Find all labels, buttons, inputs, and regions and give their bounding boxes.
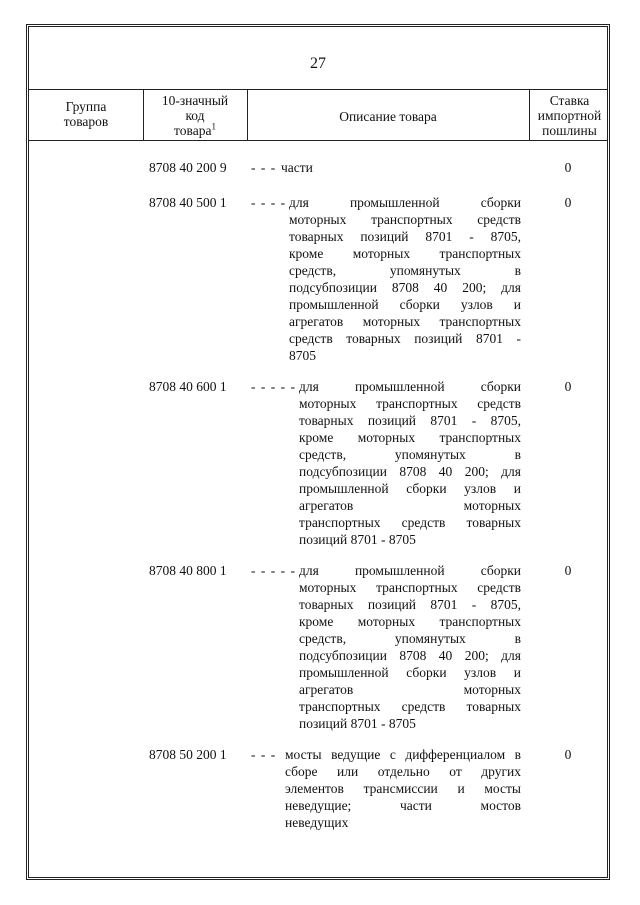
duty-rate: 0 <box>564 563 572 578</box>
description-line: кроме моторных транспортных <box>289 246 521 261</box>
description-line: элементов трансмиссии и мосты <box>285 781 521 796</box>
duty-rate: 0 <box>564 195 572 210</box>
header-description: Описание товара <box>339 109 437 124</box>
description-line: средств, упомянутых в <box>289 263 521 278</box>
product-code: 8708 40 800 1 <box>149 563 227 578</box>
description-line: средств, упомянутых в <box>299 631 521 646</box>
description-line: для промышленной сборки <box>299 563 521 578</box>
header-rate: Ставка импортной пошлины <box>537 93 602 138</box>
description-line: для промышленной сборки <box>299 379 521 394</box>
description-line: подсубпозиции 8708 40 200; для <box>299 464 521 479</box>
page-number: 27 <box>310 55 326 72</box>
product-code: 8708 40 500 1 <box>149 195 227 210</box>
product-description: мосты ведущие с дифференциалом в сборе или отдельно от других элементов трансмиссии и мосты неведущие; части мостов неведущих <box>285 747 521 830</box>
description-line: моторных транспортных средств <box>299 396 521 411</box>
description-line: моторных транспортных средств <box>289 212 521 227</box>
indent-dashes: - - - - <box>251 195 287 210</box>
duty-rate: 0 <box>564 160 572 175</box>
description-line: для промышленной сборки <box>289 195 521 210</box>
duty-rate: 0 <box>564 747 572 762</box>
description-line: промышленной сборки узлов и <box>299 481 521 496</box>
product-description: для промышленной сборки моторных транспортных средств товарных позиций 8701 - 8705, кроме моторных транспортных средств, упомянутых в подсубпозиции 8708 40 200; для промышленной сборки узлов и агрегатов моторных транспортных средств товарных позиций 8701 - 8705 <box>299 379 521 547</box>
description-line: транспортных средств товарных <box>299 515 521 530</box>
description-line: промышленной сборки узлов и <box>299 665 521 680</box>
header-group: Группа товаров <box>63 99 109 129</box>
description-line: кроме моторных транспортных <box>299 614 521 629</box>
page-frame <box>26 24 610 880</box>
description-line: агрегатов моторных <box>299 682 521 697</box>
table-top-rule <box>29 89 607 90</box>
indent-dashes: - - - - - <box>251 563 296 578</box>
product-description: части <box>281 160 313 175</box>
indent-dashes: - - - <box>251 160 277 175</box>
product-description: для промышленной сборки моторных транспортных средств товарных позиций 8701 - 8705, кроме моторных транспортных средств, упомянутых в подсубпозиции 8708 40 200; для промышленной сборки узлов и агрегатов моторных транспортных средств товарных позиций 8701 - 8705 <box>299 563 521 731</box>
description-line: мосты ведущие с дифференциалом в <box>285 747 521 762</box>
description-line: сборе или отдельно от других <box>285 764 521 779</box>
description-line: агрегатов моторных <box>299 498 521 513</box>
footnote-marker: 1 <box>211 121 216 132</box>
product-code: 8708 50 200 1 <box>149 747 227 762</box>
description-line: транспортных средств товарных <box>299 699 521 714</box>
description-line: промышленной сборки узлов и <box>289 297 521 312</box>
header-code: 10-значный код товара$^1$ <box>161 93 229 138</box>
indent-dashes: - - - - - <box>251 379 296 394</box>
description-line: средств, упомянутых в <box>299 447 521 462</box>
description-line: подсубпозиции 8708 40 200; для <box>299 648 521 663</box>
description-line: товарных позиций 8701 - 8705, <box>289 229 521 244</box>
header-bottom-rule <box>29 140 607 141</box>
product-code: 8708 40 200 9 <box>149 160 227 175</box>
product-code: 8708 40 600 1 <box>149 379 227 394</box>
description-line: подсубпозиции 8708 40 200; для <box>289 280 521 295</box>
description-line: кроме моторных транспортных <box>299 430 521 445</box>
duty-rate: 0 <box>564 379 572 394</box>
description-line: агрегатов моторных транспортных <box>289 314 521 329</box>
product-description: для промышленной сборки моторных транспортных средств товарных позиций 8701 - 8705, кроме моторных транспортных средств, упомянутых в подсубпозиции 8708 40 200; для промышленной сборки узлов и агрегатов моторных транспортных средств товарных позиций 8701 - 8705 <box>289 195 521 363</box>
indent-dashes: - - - <box>251 747 277 762</box>
description-line: товарных позиций 8701 - 8705, <box>299 597 521 612</box>
description-line: средств товарных позиций 8701 - <box>289 331 521 346</box>
description-line: моторных транспортных средств <box>299 580 521 595</box>
description-line: товарных позиций 8701 - 8705, <box>299 413 521 428</box>
description-line: неведущие; части мостов <box>285 798 521 813</box>
